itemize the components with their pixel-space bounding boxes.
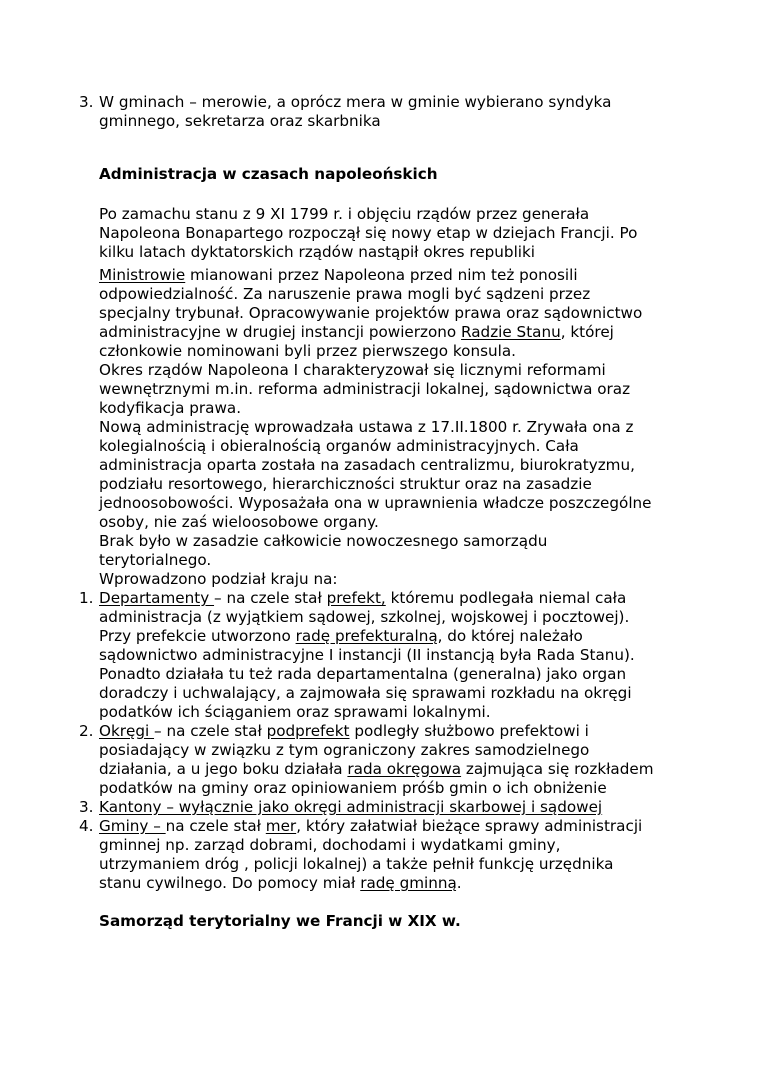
list-item-text: W gminach – merowie, a oprócz mera w gminie wybierano syndyka <box>99 93 612 111</box>
underlined-term: Ministrowie <box>99 266 186 284</box>
list-item-text: Przy prefekcie utworzono radę prefekturalną, do której należało <box>99 627 583 645</box>
paragraph-line: osoby, nie zaś wieloosobowe organy. <box>99 513 379 531</box>
list-item-text: podatków ich ściąganiem oraz sprawami lokalnymi. <box>99 703 491 721</box>
underlined-term: radę prefekturalną <box>295 627 438 645</box>
underlined-term: Departamenty <box>99 589 215 607</box>
paragraph-line: wewnętrznymi m.in. reforma administracji lokalnej, sądownictwa oraz <box>99 380 631 398</box>
underlined-term: Radzie Stanu <box>461 323 561 341</box>
paragraph-line: Napoleona Bonapartego rozpoczął się nowy etap w dziejach Francji. Po <box>99 224 638 242</box>
list-item-text <box>99 797 602 817</box>
list-item-text: sądownictwo administracyjne I instancji (II instancją była Rada Stanu). <box>99 646 635 664</box>
list-number: 1. <box>79 589 94 607</box>
list-item-text: posiadający w związku z tym ograniczony zakres samodzielnego <box>99 741 590 759</box>
paragraph-line: jednoosobowości. Wyposażała ona w uprawnienia władcze poszczególne <box>99 494 652 512</box>
paragraph-line: kolegialnością i obieralnością organów administracyjnych. Cała <box>99 437 579 455</box>
underlined-term: podprefekt <box>266 722 350 740</box>
list-item-text: doradczy i uchwalający, a zajmowała się sprawami rozkładu na okręgi <box>99 684 632 702</box>
list-number: 2. <box>79 722 94 740</box>
underlined-term: radę gminną <box>360 874 457 892</box>
paragraph-line: administracyjne w drugiej instancji powierzono Radzie Stanu, której <box>99 323 614 341</box>
paragraph-line: Ministrowie mianowani przez Napoleona przed nim też ponosili <box>99 266 578 284</box>
section-heading: Administracja w czasach napoleońskich <box>99 165 438 183</box>
paragraph-line: kodyfikacja prawa. <box>99 399 242 417</box>
list-item-text: gminnego, sekretarza oraz skarbnika <box>99 112 381 130</box>
underlined-term: prefekt, <box>326 589 386 607</box>
underlined-term: Kantony – wyłącznie jako okręgi administracji skarbowej i sądowej <box>99 798 603 816</box>
paragraph-line: odpowiedzialność. Za naruszenie prawa mogli być sądzeni przez <box>99 285 591 303</box>
paragraph-line: Nową administrację wprowadzała ustawa z 17.II.1800 r. Zrywała ona z <box>99 418 634 436</box>
paragraph-line: podziału resortowego, hierarchiczności struktur oraz na zasadzie <box>99 475 592 493</box>
paragraph-line: Po zamachu stanu z 9 XI 1799 r. i objęciu rządów przez generała <box>99 205 590 223</box>
list-item-text: gminnej np. zarząd dobrami, dochodami i wydatkami gminy, <box>99 836 561 854</box>
list-item-text: utrzymaniem dróg , policji lokalnej) a także pełnił funkcję urzędnika <box>99 855 614 873</box>
list-item-text: Okręgi – na czele stał podprefekt podległy służbowo prefektowi i <box>99 722 589 740</box>
paragraph-line: terytorialnego. <box>99 551 212 569</box>
list-item-text: podatków na gminy oraz opiniowaniem próśb gmin o ich obniżenie <box>99 779 607 797</box>
underlined-term: Okręgi <box>99 722 155 740</box>
paragraph-line: administracja oparta została na zasadach centralizmu, biurokratyzmu, <box>99 456 635 474</box>
list-item-text: działania, a u jego boku działała rada okręgowa zajmująca się rozkładem <box>99 760 654 778</box>
paragraph-line: specjalny trybunał. Opracowywanie projektów prawa oraz sądownictwo <box>99 304 643 322</box>
underlined-term: rada okręgowa <box>347 760 462 778</box>
list-item-text: Ponadto działała tu też rada departamentalna (generalna) jako organ <box>99 665 627 683</box>
list-number: 3. <box>79 798 94 816</box>
paragraph-line: Wprowadzono podział kraju na: <box>99 570 338 588</box>
list-item-text: Departamenty – na czele stał prefekt, któremu podlegała niemal cała <box>99 589 627 607</box>
section-heading: Samorząd terytorialny we Francji w XIX w. <box>99 912 461 930</box>
paragraph-line: kilku latach dyktatorskich rządów nastąpił okres republiki <box>99 243 536 261</box>
underlined-term: mer <box>265 817 297 835</box>
paragraph-line: członkowie nominowani byli przez pierwszego konsula. <box>99 342 516 360</box>
list-number: 3. <box>79 93 94 111</box>
list-item-text: Gminy – na czele stał mer, który załatwiał bieżące sprawy administracji <box>99 817 643 835</box>
list-number: 4. <box>79 817 94 835</box>
paragraph-line: Okres rządów Napoleona I charakteryzował się licznymi reformami <box>99 361 606 379</box>
paragraph-line: Brak było w zasadzie całkowicie nowoczesnego samorządu <box>99 532 548 550</box>
list-item-text: administracja (z wyjątkiem sądowej, szkolnej, wojskowej i pocztowej). <box>99 608 630 626</box>
list-item-text: stanu cywilnego. Do pomocy miał radę gminną. <box>99 874 462 892</box>
underlined-term: Gminy – <box>99 817 166 835</box>
